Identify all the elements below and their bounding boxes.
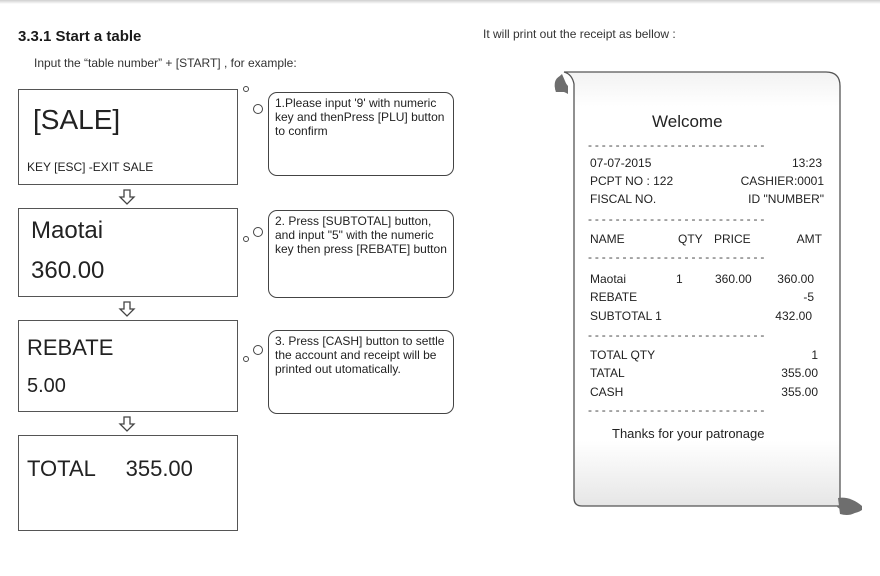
section-heading: 3.3.1 Start a table xyxy=(18,28,142,45)
receipt-col-name: NAME xyxy=(590,232,625,246)
receipt-item-qty: 1 xyxy=(676,272,683,286)
receipt-divider: -------------------------- xyxy=(588,138,768,152)
receipt-tatal-value: 355.00 xyxy=(781,366,818,380)
receipt-thanks: Thanks for your patronage xyxy=(612,426,765,441)
lcd-line2: 5.00 xyxy=(27,375,66,397)
receipt-tatal-label: TATAL xyxy=(590,366,625,380)
receipt-fiscal: FISCAL NO. xyxy=(590,192,657,206)
receipt-cash-label: CASH xyxy=(590,385,624,399)
top-rule xyxy=(0,0,880,4)
receipt-col-amt: AMT xyxy=(796,232,822,246)
bubble-dot xyxy=(243,86,249,92)
instruction-bubble-3: 3. Press [CASH] button to settle the account and receipt will be printed out utomatically. xyxy=(268,330,454,414)
receipt-col-qty: QTY xyxy=(678,232,703,246)
receipt-welcome: Welcome xyxy=(652,112,723,131)
lcd-screen-maotai xyxy=(18,208,238,297)
receipt-id: ID "NUMBER" xyxy=(748,192,824,206)
receipt-time: 13:23 xyxy=(791,156,822,170)
receipt-item-price: 360.00 xyxy=(715,272,752,286)
receipt-intro-text: It will print out the receipt as bellow : xyxy=(483,27,676,41)
receipt-subtotal-label: SUBTOTAL 1 xyxy=(590,309,662,323)
lcd-line1: Maotai xyxy=(31,217,104,244)
lcd-line1: TOTAL 355.00 xyxy=(27,456,193,481)
lcd-line2: KEY [ESC] -EXIT SALE xyxy=(27,160,154,174)
receipt-cash-value: 355.00 xyxy=(781,385,818,399)
receipt-divider: -------------------------- xyxy=(588,212,768,226)
bubble-dot xyxy=(253,104,263,114)
receipt-item-name: Maotai xyxy=(590,272,627,286)
bubble-dot xyxy=(253,227,263,237)
instruction-bubble-1: 1.Please input '9' with numeric key and thenPress [PLU] button to confirm xyxy=(268,92,454,176)
intro-text: Input the “table number” + [START] , for example: xyxy=(34,56,297,70)
bubble-dot xyxy=(253,345,263,355)
lcd-screen-rebate xyxy=(18,320,238,412)
receipt-total-qty-label: TOTAL QTY xyxy=(590,348,656,362)
receipt-item-amt: 360.00 xyxy=(777,272,814,286)
down-arrow-icon xyxy=(118,416,136,432)
down-arrow-icon xyxy=(118,189,136,205)
receipt-rebate-label: REBATE xyxy=(590,290,638,304)
lcd-screen-sale xyxy=(18,89,238,185)
receipt-divider: -------------------------- xyxy=(588,250,768,264)
receipt-col-price: PRICE xyxy=(714,232,751,246)
receipt-divider: -------------------------- xyxy=(588,403,768,417)
receipt-pcpt: PCPT NO : 122 xyxy=(590,174,674,188)
receipt-subtotal-value: 432.00 xyxy=(775,309,812,323)
receipt-rebate-value: -5 xyxy=(803,290,814,304)
lcd-screen-total xyxy=(18,435,238,531)
lcd-line1: REBATE xyxy=(27,335,114,360)
bubble-dot xyxy=(243,356,249,362)
lcd-line2: 360.00 xyxy=(31,257,105,284)
receipt-date: 07-07-2015 xyxy=(590,156,652,170)
receipt-total-qty-value: 1 xyxy=(811,348,818,362)
receipt-cashier: CASHIER:0001 xyxy=(740,174,824,188)
receipt-divider: -------------------------- xyxy=(588,328,768,342)
instruction-bubble-2: 2. Press [SUBTOTAL] button, and input "5" with the numeric key then press [REBATE] button xyxy=(268,210,454,298)
bubble-dot xyxy=(243,236,249,242)
down-arrow-icon xyxy=(118,301,136,317)
lcd-line1: [SALE] xyxy=(33,104,121,135)
